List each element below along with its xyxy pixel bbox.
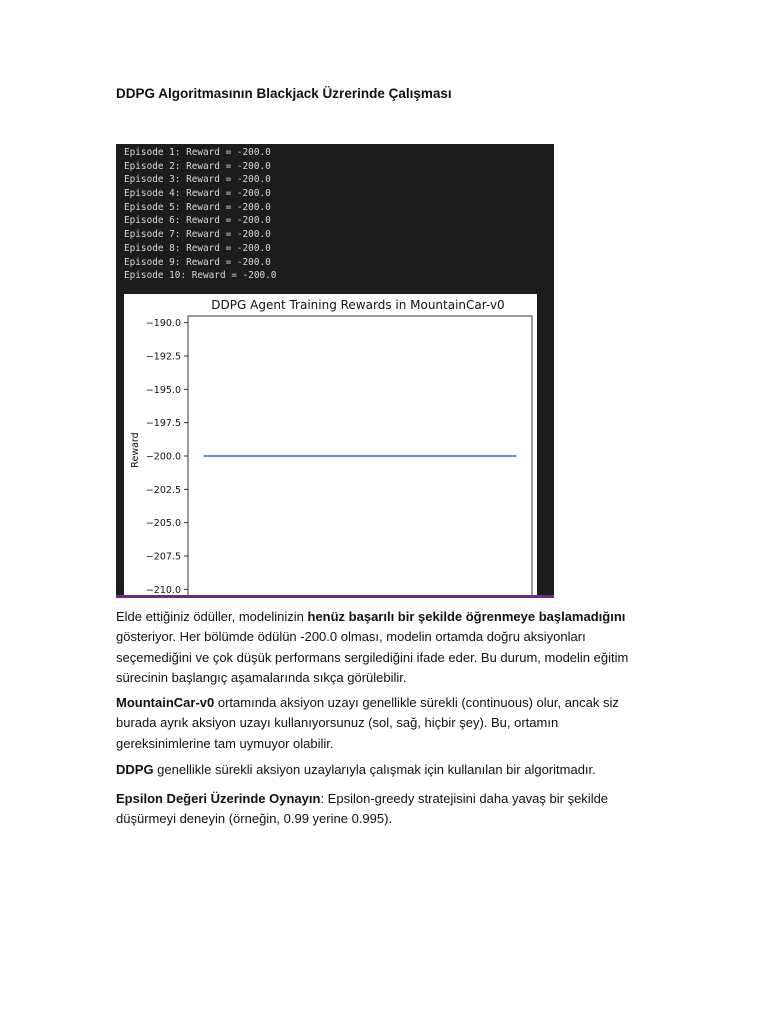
y-tick-label: −210.0 bbox=[145, 584, 181, 596]
bold-run: Epsilon Değeri Üzerinde Oynayın bbox=[116, 791, 321, 806]
reward-chart bbox=[124, 294, 537, 598]
console-line: Episode 1: Reward = -200.0 bbox=[124, 147, 271, 158]
console-line: Episode 7: Reward = -200.0 bbox=[124, 229, 271, 241]
text-run: ortamında aksiyon uzayı genellikle sürekli (continuous) olur, ancak siz burada ayrık aksiyon uzayı kullanıyorsunuz (sol, sağ, hiçbir şey). Bu, ortamın gereksinimlerine tam uymuyor olabilir. bbox=[116, 695, 619, 751]
y-tick-label: −195.0 bbox=[145, 384, 181, 396]
x-axis-ticks bbox=[201, 596, 485, 598]
y-tick-label: −205.0 bbox=[145, 518, 181, 530]
bold-run: DDPG bbox=[116, 762, 154, 777]
paragraph-reward-analysis bbox=[116, 607, 656, 689]
y-tick-label: −190.0 bbox=[145, 318, 181, 330]
chart-svg bbox=[124, 294, 537, 598]
y-tick-label: −200.0 bbox=[145, 451, 181, 463]
console-output bbox=[124, 146, 276, 283]
y-tick-label: −197.5 bbox=[145, 418, 181, 430]
document-title: DDPG Algoritmasının Blackjack Üzrerinde Çalışması bbox=[116, 86, 452, 101]
paragraph-ddpg bbox=[116, 760, 656, 780]
console-line: Episode 2: Reward = -200.0 bbox=[124, 160, 271, 172]
y-axis-ticks bbox=[146, 318, 188, 596]
text-run: genellikle sürekli aksiyon uzaylarıyla çalışmak için kullanılan bir algoritmadır. bbox=[153, 762, 596, 777]
bold-run: MountainCar-v0 bbox=[116, 695, 215, 710]
y-tick-label: −202.5 bbox=[145, 484, 181, 496]
text-run: : Epsilon-greedy stratejisini daha yavaş bir şekilde düşürmeyi deneyin (örneğin, 0.99 yerine 0.995). bbox=[116, 791, 609, 827]
console-line: Episode 10: Reward = -200.0 bbox=[124, 270, 277, 282]
text-run: Elde ettiğiniz ödüller, modelinizin bbox=[116, 609, 308, 624]
bold-run: henüz başarılı bir şekilde öğrenmeye başlamadığını bbox=[307, 609, 626, 624]
y-tick-label: −192.5 bbox=[145, 351, 181, 363]
console-line: Episode 9: Reward = -200.0 bbox=[124, 256, 271, 268]
console-line: Episode 6: Reward = -200.0 bbox=[124, 215, 271, 227]
paragraph-epsilon bbox=[116, 789, 656, 830]
console-line: Episode 4: Reward = -200.0 bbox=[124, 188, 271, 200]
console-line: Episode 8: Reward = -200.0 bbox=[124, 242, 271, 254]
text-run: gösteriyor. Her bölümde ödülün -200.0 olması, modelin ortamda doğru aksiyonları seçemediğini ve çok düşük performans sergilediğini ifade eder. Bu durum, modelin eğitim sürecinin başlangıç aşamalarında sıkça görülebilir. bbox=[116, 629, 629, 686]
embedded-screenshot bbox=[116, 144, 554, 598]
console-line: Episode 5: Reward = -200.0 bbox=[124, 201, 271, 213]
y-tick-label: −207.5 bbox=[145, 551, 181, 563]
y-axis-label: Reward bbox=[130, 432, 141, 468]
chart-title: DDPG Agent Training Rewards in MountainCar-v0 bbox=[211, 298, 505, 312]
paragraph-mountaincar bbox=[116, 693, 656, 754]
console-line: Episode 3: Reward = -200.0 bbox=[124, 174, 271, 186]
